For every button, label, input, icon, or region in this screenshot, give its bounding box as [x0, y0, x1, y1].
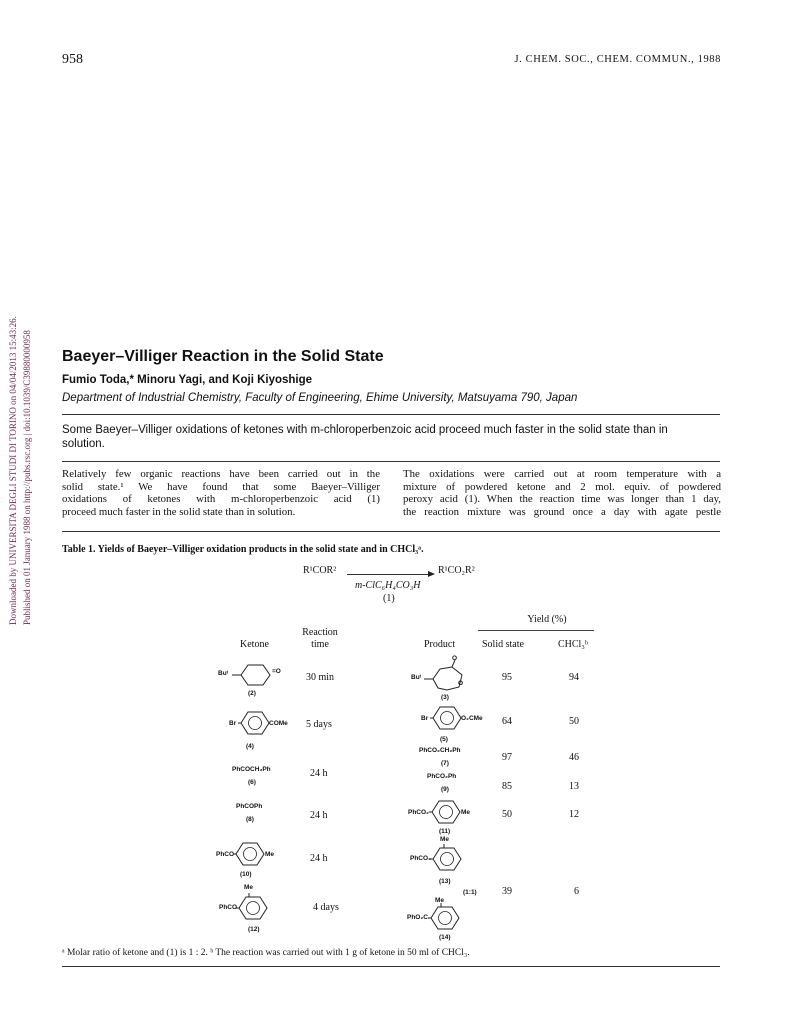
reaction-time: 30 min [306, 672, 335, 683]
yield-brace [478, 630, 594, 631]
article-abstract: Some Baeyer–Villiger oxidations of ketones with m-chloroperbenzoic acid proceed much faster in the solid state than in solution. [62, 424, 668, 450]
isomer-ratio: (1:1) [463, 889, 477, 896]
methyl-group: Me [265, 851, 275, 858]
benzene-ring-icon [233, 841, 269, 867]
scheme-product: R¹CO₂R² [438, 565, 475, 576]
reaction-time: 5 days [306, 719, 332, 730]
solid-state-yield: 97 [502, 752, 512, 763]
compound-label: (13) [439, 878, 451, 885]
solid-state-yield: 95 [502, 672, 512, 683]
body-line: Relatively few organic reactions have been carried out in the [62, 468, 380, 480]
compound-label: (11) [439, 828, 451, 835]
methyl-group: Me [461, 809, 471, 816]
article-authors: Fumio Toda,* Minoru Yagi, and Koji Kiyoshige [62, 374, 313, 386]
article-affiliation: Department of Industrial Chemistry, Faculty of Engineering, Ehime University, Matsuyama 790, Japan [62, 392, 578, 404]
page-number: 958 [62, 52, 83, 67]
ketone-formula: PhCOPh [236, 803, 263, 810]
acetoxy-group: O₂CMe [461, 715, 483, 722]
compound-label: (4) [246, 743, 254, 750]
article-title: Baeyer–Villiger Reaction in the Solid State [62, 348, 384, 365]
ketone-formula: PhCOCH₂Ph [232, 766, 271, 773]
chcl3-yield: 94 [569, 672, 579, 683]
compound-label: (12) [248, 926, 260, 933]
solid-state-header: Solid state [482, 639, 524, 650]
reaction-time: 4 days [313, 902, 339, 913]
compound-label: (7) [441, 760, 449, 767]
methyl-group: Me [244, 884, 254, 891]
compound-label: (10) [240, 871, 252, 878]
cyclohexanone-icon [232, 662, 292, 688]
table-caption [62, 544, 424, 555]
table-caption-text: Table 1. Yields of Baeyer–Villiger oxidation products in the solid state and in CHCl₃ᵃ. [62, 544, 424, 555]
body-line: peroxy acid (1). When the reaction time was longer than 1 day, [403, 493, 721, 506]
divider [62, 414, 720, 415]
compound-label: (3) [441, 694, 449, 701]
ring-oxygen: O [458, 680, 464, 687]
oxo-group: =O [272, 668, 281, 675]
divider [62, 461, 720, 462]
solid-state-yield: 39 [502, 886, 512, 897]
scheme-arrow-line [347, 574, 433, 575]
body-column-left [62, 468, 380, 518]
journal-header: J. CHEM. SOC., CHEM. COMMUN., 1988 [514, 54, 721, 65]
product-header: Product [424, 639, 456, 650]
divider [62, 966, 720, 967]
scheme-reactant: R¹COR² [303, 565, 337, 576]
reaction-time: 24 h [310, 810, 328, 821]
compound-label: (14) [439, 934, 451, 941]
chcl3-yield: 50 [569, 716, 579, 727]
body-line: The oxidations were carried out at room temperature with a [403, 468, 721, 480]
phenoxycarbonyl-group: PhO₂C [407, 914, 428, 921]
body-line: oxidations of ketones with m-chloroperbenzoic acid (1) [62, 493, 380, 506]
benzoyl-group: PhCO [219, 904, 238, 911]
scheme-reagent: m-ClC₆H₄CO₃H [355, 580, 421, 591]
acetyl-group: COMe [269, 720, 288, 727]
ketone-header: Ketone [240, 639, 269, 650]
benzene-ring-icon [430, 844, 466, 874]
table-footnote: ᵃ Molar ratio of ketone and (1) is 1 : 2. ᵇ The reaction was carried out with 1 g of ketone in 50 ml of CHCl₃. [62, 948, 470, 958]
download-notice-line[interactable]: Downloaded by UNIVERSITA DEGLI STUDI DI TORINO on 04/04/2013 15:43:26. [8, 316, 18, 625]
methyl-group: Me [435, 897, 445, 904]
reaction-time: 24 h [310, 853, 328, 864]
reaction-time: 24 h [310, 768, 328, 779]
reaction-time-header-2: time [311, 639, 329, 650]
product-formula: PhCO₂Ph [427, 773, 457, 780]
chcl3-header: CHCl₃ᵇ [558, 639, 588, 650]
benzene-ring-icon [428, 903, 464, 933]
chcl3-yield: 12 [569, 809, 579, 820]
download-notice [4, 245, 44, 625]
bromo-substituent: Br [421, 715, 429, 722]
tbu-substituent: Buᵗ [411, 674, 422, 681]
body-line: proceed much faster in the solid state than in solution. [62, 505, 296, 518]
divider [62, 531, 720, 532]
compound-label: (8) [246, 816, 254, 823]
benzoyl-group: PhCO [216, 851, 235, 858]
solid-state-yield: 85 [502, 781, 512, 792]
bromo-substituent: Br [229, 720, 237, 727]
yield-group-header: Yield (%) [527, 614, 567, 625]
chcl3-yield: 13 [569, 781, 579, 792]
compound-label: (5) [440, 736, 448, 743]
chcl3-yield: 46 [569, 752, 579, 763]
product-formula: PhCO₂CH₂Ph [419, 747, 461, 754]
scheme-reagent-label: (1) [383, 593, 395, 604]
published-notice-line[interactable]: Published on 01 January 1988 on http://pubs.rsc.org | doi:10.1039/C39880000958 [22, 330, 32, 625]
benzene-ring-icon [429, 799, 465, 825]
body-line: solid state.¹ We have found that some Baeyer–Villiger [62, 480, 380, 493]
body-line: mixture of powdered ketone and 2 mol. equiv. of powdered [403, 480, 721, 493]
reaction-time-header: Reaction [302, 627, 338, 638]
compound-label: (9) [441, 786, 449, 793]
solid-state-yield: 50 [502, 809, 512, 820]
methyl-group: Me [440, 836, 450, 843]
solid-state-yield: 64 [502, 716, 512, 727]
benzoyloxy-group: PhCO₂ [410, 855, 431, 862]
compound-label: (2) [248, 690, 256, 697]
lactone-icon [424, 662, 474, 696]
chcl3-yield: 6 [574, 886, 579, 897]
benzene-ring-icon [236, 893, 272, 923]
tbu-substituent: Buᵗ [218, 670, 229, 677]
body-column-right [403, 468, 721, 518]
carbonyl-oxygen: O [452, 655, 458, 662]
arrow-head-icon [428, 570, 436, 578]
body-line: the reaction mixture was ground once a day with agate pestle [403, 505, 721, 518]
compound-label: (6) [248, 779, 256, 786]
benzoyloxy-group: PhCO₂ [408, 809, 429, 816]
